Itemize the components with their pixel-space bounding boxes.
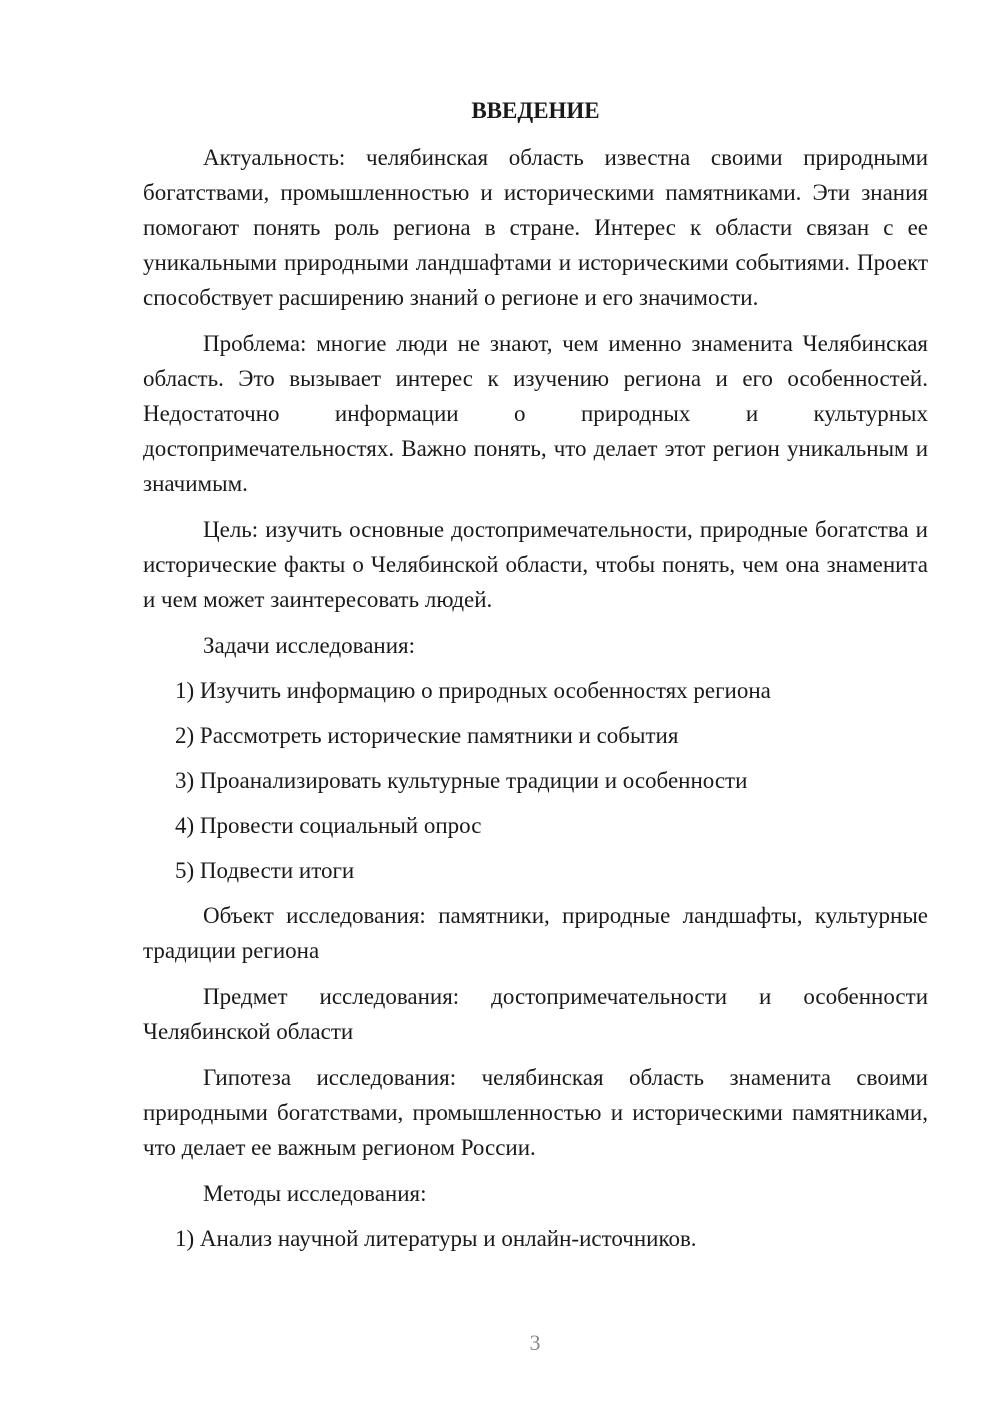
tasks-list: [143, 673, 928, 888]
methods-list: [143, 1221, 928, 1256]
problem-paragraph: Проблема: многие люди не знают, чем именно знаменита Челябинская область. Это вызывает интерес к изучению региона и его особенностей. Недостаточно информации о природных и культурных достопримечательностях. Важно понять, что делает этот регион уникальным и значимым.: [143, 331, 928, 496]
object-paragraph: Объект исследования: памятники, природные ландшафты, культурные традиции региона: [143, 903, 928, 963]
task-item: 4) Провести социальный опрос: [175, 813, 482, 838]
hypothesis-paragraph: Гипотеза исследования: челябинская область знаменита своими природными богатствами, промышленностью и историческими памятниками, что делает ее важным регионом России.: [143, 1065, 928, 1160]
task-item: 5) Подвести итоги: [175, 858, 355, 883]
task-item: 2) Рассмотреть исторические памятники и события: [175, 723, 679, 748]
page-title: ВВЕДЕНИЕ: [471, 98, 600, 123]
document-body: [143, 140, 928, 1266]
method-item: 1) Анализ научной литературы и онлайн-источников.: [175, 1226, 697, 1251]
task-item: 3) Проанализировать культурные традиции и особенности: [175, 768, 748, 793]
tasks-heading: Задачи исследования:: [203, 633, 416, 658]
relevance-paragraph: Актуальность: челябинская область известна своими природными богатствами, промышленностью и историческими памятниками. Эти знания помогают понять роль региона в стране. Интерес к области связан с ее уникальными природными ландшафтами и историческими событиями. Проект способствует расширению знаний о регионе и его значимости.: [143, 145, 928, 310]
methods-heading: Методы исследования:: [203, 1181, 427, 1206]
page-number: 3: [529, 1330, 541, 1355]
task-item: 1) Изучить информацию о природных особенностях региона: [175, 678, 771, 703]
subject-paragraph: Предмет исследования: достопримечательности и особенности Челябинской области: [143, 984, 928, 1044]
goal-paragraph: Цель: изучить основные достопримечательности, природные богатства и исторические факты о Челябинской области, чтобы понять, чем она знаменита и чем может заинтересовать людей.: [143, 517, 928, 612]
